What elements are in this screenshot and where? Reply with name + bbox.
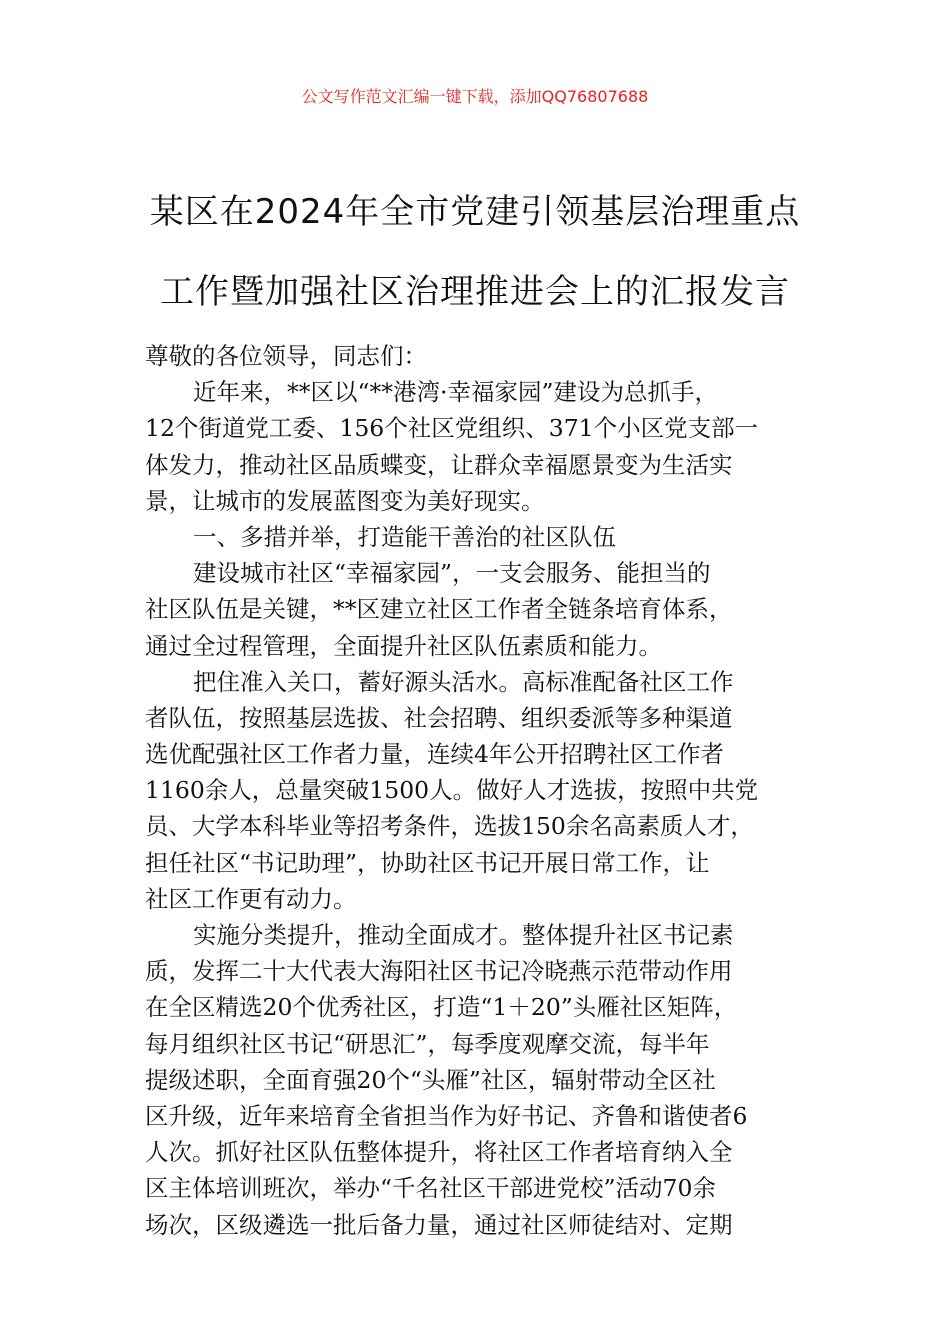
paragraph-line: 实施分类提升，推动全面成才。整体提升社区书记素 <box>193 921 734 949</box>
paragraph-line: 1160余人，总量突破1500人。做好人才选拔，按照中共党 <box>145 776 759 805</box>
paragraph-line: 社区队伍是关键，**区建立社区工作者全链条培育体系， <box>145 595 733 624</box>
paragraph-line: 景，让城市的发展蓝图变为美好现实。 <box>145 486 545 515</box>
paragraph-line: 12个街道党工委、156个社区党组织、371个小区党支部一 <box>145 414 759 443</box>
paragraph-line: 在全区精选20个优秀社区，打造“1＋20”头雁社区矩阵， <box>145 993 738 1022</box>
document-body <box>145 338 815 1243</box>
paragraph-line: 场次，区级遴选一批后备力量，通过社区师徒结对、定期 <box>145 1210 733 1239</box>
paragraph-line: 员、大学本科毕业等招考条件，选拔150余名高素质人才， <box>145 812 754 841</box>
paragraph-line: 建设城市社区“幸福家园”，一支会服务、能担当的 <box>193 559 711 588</box>
section-heading: 一、多措并举，打造能干善治的社区队伍 <box>193 522 616 551</box>
paragraph-line: 质，发挥二十大代表大海阳社区书记冷晓燕示范带动作用 <box>145 957 733 986</box>
paragraph-line: 体发力，推动社区品质蝶变，让群众幸福愿景变为生活实 <box>145 450 733 479</box>
paragraph-line: 区主体培训班次，举办“千名社区干部进党校”活动70余 <box>145 1174 716 1203</box>
paragraph-line: 近年来，**区以“**港湾·幸福家园”建设为总抓手， <box>193 378 718 407</box>
paragraph-line: 区升级，近年来培育全省担当作为好书记、齐鲁和谐使者6 <box>145 1101 748 1130</box>
paragraph-line: 把住准入关口，蓄好源头活水。高标准配备社区工作 <box>193 667 734 696</box>
salutation: 尊敬的各位领导，同志们： <box>145 342 427 370</box>
paragraph-line: 社区工作更有动力。 <box>145 884 357 913</box>
paragraph-line: 提级述职，全面育强20个“头雁”社区，辐射带动全区社 <box>145 1065 716 1094</box>
title-line-2: 工作暨加强社区治理推进会上的汇报发言 <box>160 272 790 312</box>
document-title <box>60 172 890 332</box>
paragraph-line: 选优配强社区工作者力量，连续4年公开招聘社区工作者 <box>145 740 724 769</box>
paragraph-line: 担任社区“书记助理”，协助社区书记开展日常工作，让 <box>145 848 710 877</box>
paragraph-line: 每月组织社区书记“研思汇”，每季度观摩交流，每半年 <box>145 1029 710 1058</box>
paragraph-line: 通过全过程管理，全面提升社区队伍素质和能力。 <box>145 631 662 660</box>
promo-header: 公文写作范文汇编一键下载，添加QQ76807688 <box>301 87 649 106</box>
title-line-1: 某区在2024年全市党建引领基层治理重点 <box>149 192 801 232</box>
paragraph-line: 人次。抓好社区队伍整体提升，将社区工作者培育纳入全 <box>145 1138 733 1167</box>
paragraph-line: 者队伍，按照基层选拔、社会招聘、组织委派等多种渠道 <box>145 703 733 732</box>
